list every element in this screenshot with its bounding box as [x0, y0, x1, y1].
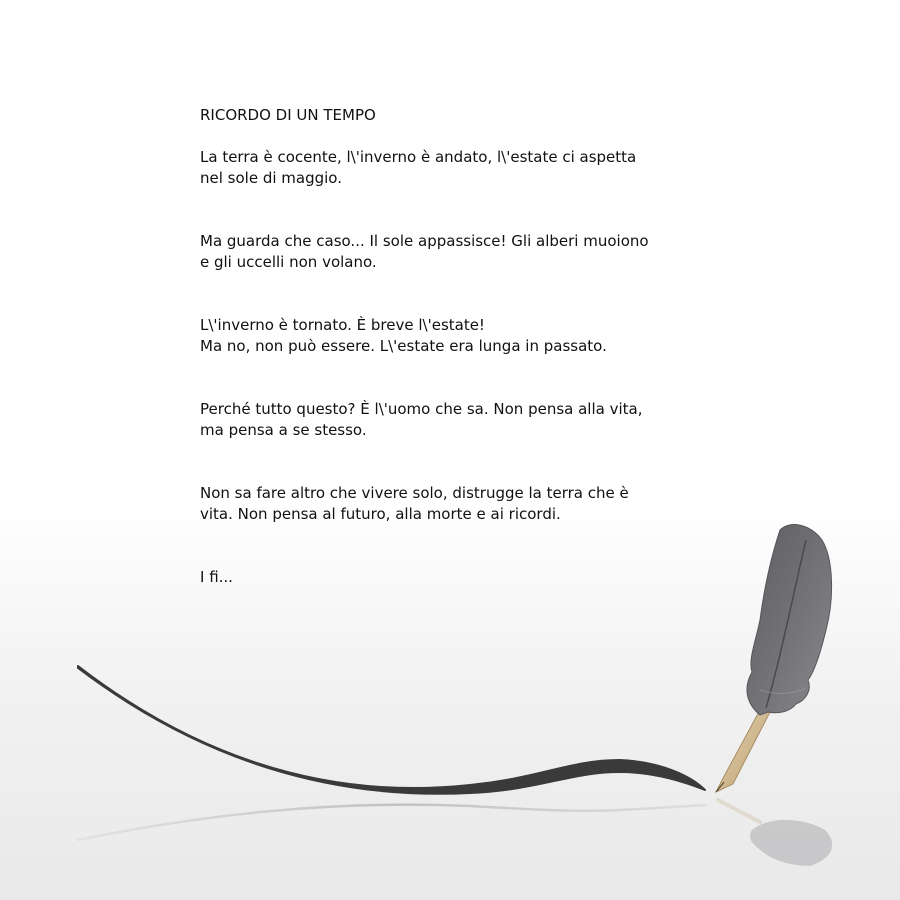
quill-feather — [747, 525, 832, 715]
quill-reflection — [718, 800, 832, 866]
poem-title: RICORDO DI UN TEMPO — [200, 106, 376, 124]
poem-stanza: Ma guarda che caso... Il sole appassisce! Gli alberi muoiono e gli uccelli non volano. — [200, 232, 649, 271]
poem-stanza: L\'inverno è tornato. È breve l\'estate! Ma no, non può essere. L\'estate era lunga in passato. — [200, 316, 607, 355]
ink-reflection — [78, 805, 705, 840]
poem-stanza: Perché tutto questo? È l\'uomo che sa. Non pensa alla vita, ma pensa a se stesso. — [200, 400, 643, 439]
poem-stanza: Non sa fare altro che vivere solo, distrugge la terra che è vita. Non pensa al futuro, alla morte e ai ricordi. — [200, 484, 629, 523]
quill-nib — [716, 710, 770, 792]
poem-stanza: I fi... — [200, 568, 233, 586]
ink-stroke — [78, 666, 705, 794]
poem-stanza: La terra è cocente, l\'inverno è andato, l\'estate ci aspetta nel sole di maggio. — [200, 148, 637, 187]
